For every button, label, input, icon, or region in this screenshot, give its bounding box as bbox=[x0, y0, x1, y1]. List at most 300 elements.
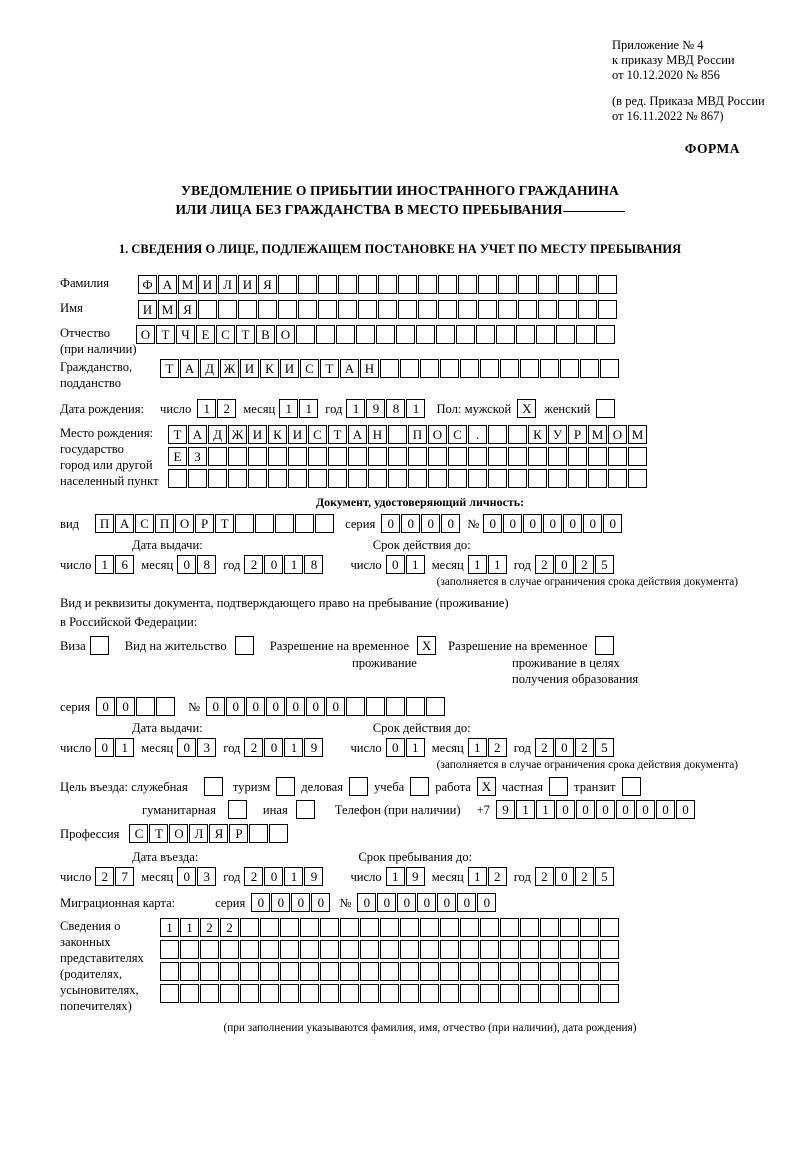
doc-issue-month-input[interactable] bbox=[177, 555, 217, 574]
cell[interactable] bbox=[268, 469, 287, 488]
cell[interactable]: 1 bbox=[386, 867, 405, 886]
cell[interactable] bbox=[228, 447, 247, 466]
cell[interactable]: 1 bbox=[160, 918, 179, 937]
cell[interactable]: 1 bbox=[284, 867, 303, 886]
cell[interactable] bbox=[368, 469, 387, 488]
entry-year-input[interactable] bbox=[244, 867, 324, 886]
cell[interactable]: М bbox=[628, 425, 647, 444]
cell[interactable]: О bbox=[169, 824, 188, 843]
cell[interactable]: 0 bbox=[177, 738, 196, 757]
cell[interactable] bbox=[260, 918, 279, 937]
cell[interactable]: Т bbox=[320, 359, 339, 378]
cell[interactable] bbox=[438, 275, 457, 294]
permit-valid-day-input[interactable] bbox=[386, 738, 426, 757]
cell[interactable]: Н bbox=[360, 359, 379, 378]
cell[interactable]: 7 bbox=[115, 867, 134, 886]
cell[interactable]: Ф bbox=[138, 275, 157, 294]
cell[interactable]: 6 bbox=[115, 555, 134, 574]
cell[interactable]: 8 bbox=[197, 555, 216, 574]
cell[interactable] bbox=[436, 325, 455, 344]
cell[interactable]: Т bbox=[236, 325, 255, 344]
cell[interactable] bbox=[560, 962, 579, 981]
cell[interactable] bbox=[540, 962, 559, 981]
sex-female-checkbox[interactable] bbox=[596, 399, 615, 418]
cell[interactable] bbox=[386, 697, 405, 716]
doc-valid-year-input[interactable] bbox=[535, 555, 615, 574]
cell[interactable] bbox=[275, 514, 294, 533]
entry-month-input[interactable] bbox=[177, 867, 217, 886]
cell[interactable]: А bbox=[340, 359, 359, 378]
citizenship-input[interactable] bbox=[160, 359, 620, 378]
cell[interactable] bbox=[269, 824, 288, 843]
cell[interactable] bbox=[320, 918, 339, 937]
cell[interactable] bbox=[480, 359, 499, 378]
purpose-humanitarian-checkbox[interactable] bbox=[228, 800, 247, 819]
cell[interactable]: 2 bbox=[217, 399, 236, 418]
cell[interactable] bbox=[318, 300, 337, 319]
cell[interactable] bbox=[628, 469, 647, 488]
cell[interactable] bbox=[556, 325, 575, 344]
birth-month-input[interactable] bbox=[279, 399, 319, 418]
cell[interactable] bbox=[388, 425, 407, 444]
cell[interactable] bbox=[600, 940, 619, 959]
cell[interactable]: 0 bbox=[555, 555, 574, 574]
cell[interactable] bbox=[278, 275, 297, 294]
patronymic-input[interactable] bbox=[136, 325, 616, 344]
cell[interactable]: 1 bbox=[197, 399, 216, 418]
cell[interactable] bbox=[260, 962, 279, 981]
cell[interactable] bbox=[336, 325, 355, 344]
cell[interactable]: 0 bbox=[676, 800, 695, 819]
cell[interactable]: И bbox=[280, 359, 299, 378]
surname-input[interactable] bbox=[138, 275, 618, 294]
doc-kind-input[interactable] bbox=[95, 514, 335, 533]
cell[interactable] bbox=[480, 940, 499, 959]
cell[interactable] bbox=[498, 275, 517, 294]
cell[interactable] bbox=[518, 275, 537, 294]
cell[interactable] bbox=[596, 325, 615, 344]
purpose-work-checkbox[interactable]: X bbox=[477, 777, 496, 796]
migration-number-input[interactable] bbox=[357, 893, 497, 912]
cell[interactable]: О bbox=[428, 425, 447, 444]
cell[interactable]: И bbox=[198, 275, 217, 294]
cell[interactable]: 0 bbox=[483, 514, 502, 533]
cell[interactable]: О bbox=[608, 425, 627, 444]
cell[interactable]: Т bbox=[156, 325, 175, 344]
cell[interactable]: 1 bbox=[488, 555, 507, 574]
cell[interactable] bbox=[260, 940, 279, 959]
cell[interactable] bbox=[498, 300, 517, 319]
cell[interactable]: 0 bbox=[397, 893, 416, 912]
cell[interactable]: 0 bbox=[286, 697, 305, 716]
cell[interactable] bbox=[358, 275, 377, 294]
cell[interactable] bbox=[396, 325, 415, 344]
cell[interactable] bbox=[360, 962, 379, 981]
cell[interactable] bbox=[380, 918, 399, 937]
cell[interactable] bbox=[488, 447, 507, 466]
cell[interactable]: 5 bbox=[595, 867, 614, 886]
cell[interactable] bbox=[308, 447, 327, 466]
cell[interactable] bbox=[480, 962, 499, 981]
permit-valid-year-input[interactable] bbox=[535, 738, 615, 757]
cell[interactable] bbox=[540, 359, 559, 378]
cell[interactable] bbox=[600, 359, 619, 378]
legal-rep-line-4-input[interactable] bbox=[160, 984, 620, 1003]
cell[interactable] bbox=[568, 469, 587, 488]
cell[interactable]: Д bbox=[200, 359, 219, 378]
cell[interactable] bbox=[456, 325, 475, 344]
legal-rep-line-1-input[interactable] bbox=[160, 918, 620, 937]
migration-series-input[interactable] bbox=[251, 893, 331, 912]
cell[interactable] bbox=[398, 275, 417, 294]
cell[interactable] bbox=[380, 940, 399, 959]
cell[interactable] bbox=[580, 940, 599, 959]
cell[interactable]: М bbox=[178, 275, 197, 294]
cell[interactable] bbox=[376, 325, 395, 344]
cell[interactable] bbox=[400, 984, 419, 1003]
cell[interactable] bbox=[538, 275, 557, 294]
cell[interactable] bbox=[560, 940, 579, 959]
cell[interactable]: 1 bbox=[468, 867, 487, 886]
cell[interactable] bbox=[580, 918, 599, 937]
cell[interactable] bbox=[295, 514, 314, 533]
cell[interactable] bbox=[448, 447, 467, 466]
cell[interactable]: И bbox=[288, 425, 307, 444]
cell[interactable]: С bbox=[129, 824, 148, 843]
cell[interactable] bbox=[558, 275, 577, 294]
cell[interactable] bbox=[428, 469, 447, 488]
cell[interactable] bbox=[400, 918, 419, 937]
cell[interactable] bbox=[500, 918, 519, 937]
cell[interactable]: А bbox=[188, 425, 207, 444]
cell[interactable]: К bbox=[528, 425, 547, 444]
cell[interactable] bbox=[308, 469, 327, 488]
cell[interactable] bbox=[536, 325, 555, 344]
cell[interactable] bbox=[316, 325, 335, 344]
cell[interactable]: 0 bbox=[583, 514, 602, 533]
cell[interactable]: 5 bbox=[595, 555, 614, 574]
cell[interactable]: Е bbox=[168, 447, 187, 466]
cell[interactable]: 1 bbox=[115, 738, 134, 757]
birthplace-line-3-input[interactable] bbox=[168, 469, 648, 488]
cell[interactable]: В bbox=[256, 325, 275, 344]
purpose-service-checkbox[interactable] bbox=[204, 777, 223, 796]
cell[interactable]: 0 bbox=[271, 893, 290, 912]
cell[interactable] bbox=[296, 325, 315, 344]
cell[interactable] bbox=[540, 918, 559, 937]
cell[interactable] bbox=[260, 984, 279, 1003]
cell[interactable] bbox=[280, 918, 299, 937]
cell[interactable] bbox=[468, 447, 487, 466]
cell[interactable] bbox=[328, 469, 347, 488]
cell[interactable] bbox=[208, 447, 227, 466]
cell[interactable] bbox=[400, 940, 419, 959]
purpose-private-checkbox[interactable] bbox=[549, 777, 568, 796]
cell[interactable] bbox=[240, 918, 259, 937]
cell[interactable]: 0 bbox=[116, 697, 135, 716]
cell[interactable] bbox=[348, 447, 367, 466]
cell[interactable]: А bbox=[115, 514, 134, 533]
cell[interactable]: 0 bbox=[417, 893, 436, 912]
cell[interactable]: 0 bbox=[401, 514, 420, 533]
cell[interactable] bbox=[538, 300, 557, 319]
cell[interactable] bbox=[398, 300, 417, 319]
cell[interactable]: 2 bbox=[575, 738, 594, 757]
cell[interactable] bbox=[188, 469, 207, 488]
cell[interactable] bbox=[280, 940, 299, 959]
cell[interactable]: 0 bbox=[264, 555, 283, 574]
cell[interactable] bbox=[320, 984, 339, 1003]
cell[interactable]: . bbox=[468, 425, 487, 444]
cell[interactable] bbox=[458, 275, 477, 294]
cell[interactable] bbox=[258, 300, 277, 319]
cell[interactable] bbox=[500, 962, 519, 981]
cell[interactable] bbox=[598, 275, 617, 294]
cell[interactable] bbox=[400, 962, 419, 981]
permit-valid-month-input[interactable] bbox=[468, 738, 508, 757]
cell[interactable]: 0 bbox=[251, 893, 270, 912]
cell[interactable]: 2 bbox=[200, 918, 219, 937]
cell[interactable]: 0 bbox=[616, 800, 635, 819]
cell[interactable] bbox=[248, 469, 267, 488]
cell[interactable] bbox=[460, 918, 479, 937]
cell[interactable] bbox=[460, 984, 479, 1003]
cell[interactable] bbox=[460, 940, 479, 959]
cell[interactable]: 0 bbox=[603, 514, 622, 533]
cell[interactable] bbox=[560, 918, 579, 937]
cell[interactable]: И bbox=[138, 300, 157, 319]
cell[interactable]: Д bbox=[208, 425, 227, 444]
cell[interactable]: 0 bbox=[556, 800, 575, 819]
permit-issue-month-input[interactable] bbox=[177, 738, 217, 757]
cell[interactable] bbox=[315, 514, 334, 533]
cell[interactable] bbox=[420, 984, 439, 1003]
cell[interactable] bbox=[228, 469, 247, 488]
cell[interactable] bbox=[578, 275, 597, 294]
cell[interactable] bbox=[255, 514, 274, 533]
cell[interactable]: И bbox=[248, 425, 267, 444]
cell[interactable]: 1 bbox=[299, 399, 318, 418]
cell[interactable] bbox=[180, 962, 199, 981]
cell[interactable] bbox=[600, 918, 619, 937]
cell[interactable] bbox=[238, 300, 257, 319]
cell[interactable] bbox=[366, 697, 385, 716]
cell[interactable] bbox=[218, 300, 237, 319]
cell[interactable]: 0 bbox=[326, 697, 345, 716]
cell[interactable] bbox=[388, 469, 407, 488]
cell[interactable] bbox=[440, 918, 459, 937]
permit-issue-year-input[interactable] bbox=[244, 738, 324, 757]
cell[interactable] bbox=[160, 940, 179, 959]
cell[interactable] bbox=[268, 447, 287, 466]
cell[interactable] bbox=[440, 984, 459, 1003]
cell[interactable]: Ч bbox=[176, 325, 195, 344]
cell[interactable]: И bbox=[238, 275, 257, 294]
cell[interactable] bbox=[420, 359, 439, 378]
cell[interactable] bbox=[198, 300, 217, 319]
cell[interactable]: 9 bbox=[304, 738, 323, 757]
cell[interactable] bbox=[598, 300, 617, 319]
cell[interactable]: Т bbox=[160, 359, 179, 378]
cell[interactable]: 2 bbox=[244, 555, 263, 574]
cell[interactable] bbox=[420, 940, 439, 959]
cell[interactable]: 2 bbox=[488, 738, 507, 757]
cell[interactable]: 0 bbox=[266, 697, 285, 716]
cell[interactable] bbox=[240, 962, 259, 981]
cell[interactable] bbox=[200, 962, 219, 981]
cell[interactable] bbox=[528, 469, 547, 488]
cell[interactable]: А bbox=[180, 359, 199, 378]
cell[interactable] bbox=[338, 300, 357, 319]
cell[interactable] bbox=[358, 300, 377, 319]
cell[interactable]: 1 bbox=[406, 738, 425, 757]
cell[interactable]: 0 bbox=[386, 738, 405, 757]
cell[interactable] bbox=[180, 940, 199, 959]
cell[interactable] bbox=[156, 697, 175, 716]
cell[interactable] bbox=[288, 469, 307, 488]
cell[interactable] bbox=[540, 984, 559, 1003]
cell[interactable]: Р bbox=[229, 824, 248, 843]
cell[interactable] bbox=[318, 275, 337, 294]
cell[interactable] bbox=[548, 469, 567, 488]
doc-series-input[interactable] bbox=[381, 514, 461, 533]
cell[interactable]: 3 bbox=[197, 867, 216, 886]
cell[interactable]: 1 bbox=[516, 800, 535, 819]
cell[interactable] bbox=[528, 447, 547, 466]
cell[interactable] bbox=[380, 984, 399, 1003]
cell[interactable]: 2 bbox=[575, 867, 594, 886]
cell[interactable]: 0 bbox=[95, 738, 114, 757]
cell[interactable]: 2 bbox=[535, 867, 554, 886]
cell[interactable]: 1 bbox=[284, 555, 303, 574]
cell[interactable]: 2 bbox=[244, 738, 263, 757]
cell[interactable]: М bbox=[588, 425, 607, 444]
cell[interactable]: У bbox=[548, 425, 567, 444]
cell[interactable] bbox=[160, 984, 179, 1003]
cell[interactable]: 1 bbox=[279, 399, 298, 418]
cell[interactable]: Т bbox=[215, 514, 234, 533]
purpose-business-checkbox[interactable] bbox=[349, 777, 368, 796]
cell[interactable] bbox=[440, 359, 459, 378]
cell[interactable]: Ж bbox=[228, 425, 247, 444]
purpose-other-checkbox[interactable] bbox=[296, 800, 315, 819]
cell[interactable]: П bbox=[155, 514, 174, 533]
cell[interactable]: 0 bbox=[656, 800, 675, 819]
cell[interactable] bbox=[428, 447, 447, 466]
stay-month-input[interactable] bbox=[468, 867, 508, 886]
cell[interactable]: Т bbox=[168, 425, 187, 444]
cell[interactable]: 0 bbox=[206, 697, 225, 716]
cell[interactable] bbox=[438, 300, 457, 319]
cell[interactable]: 2 bbox=[535, 555, 554, 574]
cell[interactable]: 2 bbox=[535, 738, 554, 757]
cell[interactable] bbox=[136, 697, 155, 716]
cell[interactable]: О bbox=[276, 325, 295, 344]
cell[interactable] bbox=[180, 984, 199, 1003]
cell[interactable] bbox=[520, 962, 539, 981]
cell[interactable] bbox=[488, 469, 507, 488]
cell[interactable] bbox=[400, 359, 419, 378]
cell[interactable] bbox=[220, 940, 239, 959]
cell[interactable] bbox=[580, 984, 599, 1003]
cell[interactable] bbox=[520, 984, 539, 1003]
cell[interactable] bbox=[500, 359, 519, 378]
cell[interactable] bbox=[340, 962, 359, 981]
cell[interactable] bbox=[508, 447, 527, 466]
cell[interactable]: 0 bbox=[226, 697, 245, 716]
cell[interactable] bbox=[408, 469, 427, 488]
cell[interactable] bbox=[416, 325, 435, 344]
cell[interactable]: Л bbox=[189, 824, 208, 843]
cell[interactable] bbox=[508, 425, 527, 444]
cell[interactable] bbox=[518, 300, 537, 319]
cell[interactable] bbox=[240, 984, 259, 1003]
cell[interactable] bbox=[520, 940, 539, 959]
cell[interactable] bbox=[488, 425, 507, 444]
cell[interactable]: 1 bbox=[406, 555, 425, 574]
cell[interactable]: О bbox=[136, 325, 155, 344]
sex-male-checkbox[interactable]: X bbox=[517, 399, 536, 418]
cell[interactable] bbox=[478, 275, 497, 294]
cell[interactable] bbox=[540, 940, 559, 959]
purpose-tourism-checkbox[interactable] bbox=[276, 777, 295, 796]
cell[interactable]: 0 bbox=[636, 800, 655, 819]
permit-issue-day-input[interactable] bbox=[95, 738, 135, 757]
cell[interactable]: 0 bbox=[441, 514, 460, 533]
cell[interactable]: С bbox=[448, 425, 467, 444]
cell[interactable]: С bbox=[135, 514, 154, 533]
cell[interactable] bbox=[478, 300, 497, 319]
cell[interactable]: 1 bbox=[406, 399, 425, 418]
cell[interactable] bbox=[340, 918, 359, 937]
cell[interactable] bbox=[576, 325, 595, 344]
cell[interactable]: З bbox=[188, 447, 207, 466]
cell[interactable] bbox=[278, 300, 297, 319]
birth-year-input[interactable] bbox=[346, 399, 426, 418]
cell[interactable] bbox=[280, 984, 299, 1003]
cell[interactable]: 0 bbox=[264, 867, 283, 886]
cell[interactable] bbox=[560, 359, 579, 378]
cell[interactable]: 0 bbox=[246, 697, 265, 716]
cell[interactable] bbox=[608, 447, 627, 466]
cell[interactable]: Е bbox=[196, 325, 215, 344]
cell[interactable]: 0 bbox=[386, 555, 405, 574]
cell[interactable] bbox=[406, 697, 425, 716]
cell[interactable] bbox=[548, 447, 567, 466]
cell[interactable]: 2 bbox=[575, 555, 594, 574]
permit-number-input[interactable] bbox=[206, 697, 446, 716]
cell[interactable] bbox=[500, 940, 519, 959]
cell[interactable]: 1 bbox=[346, 399, 365, 418]
cell[interactable]: Р bbox=[568, 425, 587, 444]
cell[interactable]: О bbox=[175, 514, 194, 533]
cell[interactable]: 1 bbox=[468, 738, 487, 757]
doc-number-input[interactable] bbox=[483, 514, 623, 533]
cell[interactable]: 0 bbox=[563, 514, 582, 533]
cell[interactable] bbox=[448, 469, 467, 488]
cell[interactable] bbox=[558, 300, 577, 319]
birthplace-line-1-input[interactable] bbox=[168, 425, 648, 444]
name-input[interactable] bbox=[138, 300, 618, 319]
cell[interactable]: 9 bbox=[366, 399, 385, 418]
cell[interactable] bbox=[220, 962, 239, 981]
cell[interactable]: 0 bbox=[421, 514, 440, 533]
cell[interactable] bbox=[460, 962, 479, 981]
cell[interactable] bbox=[378, 300, 397, 319]
cell[interactable] bbox=[360, 984, 379, 1003]
cell[interactable] bbox=[320, 962, 339, 981]
cell[interactable]: 0 bbox=[96, 697, 115, 716]
